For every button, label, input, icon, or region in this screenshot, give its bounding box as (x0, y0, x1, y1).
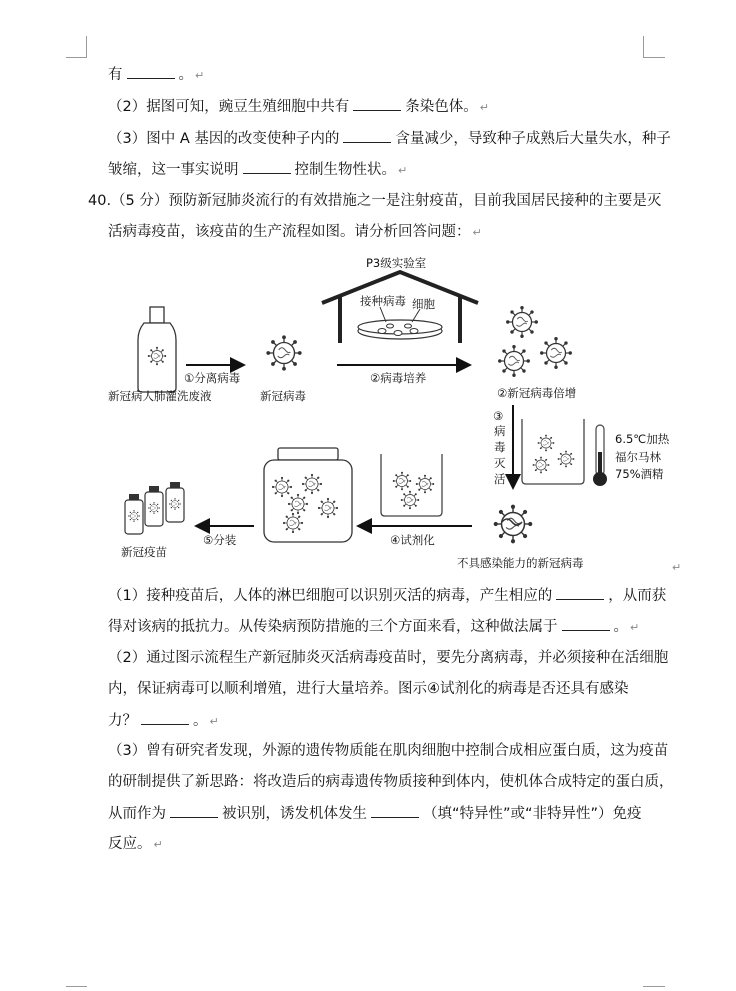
thermometer-icon (593, 425, 607, 486)
q40-part2-line3: 力？ 。 ↵ (108, 710, 219, 732)
q40-part2-line1: （2）通过图示流程生产新冠肺炎灭活病毒疫苗时，要先分离病毒，并必须接种在活细胞 (108, 650, 669, 666)
q40-part1-line2: 得对该病的抵抗力。从传染病预防措施的三个方面来看，这种做法属于 。 ↵ (108, 616, 639, 638)
vaccine-jar (264, 448, 352, 542)
answer-blank[interactable] (371, 803, 419, 818)
answer-blank[interactable] (170, 803, 218, 818)
vaccine-vials (125, 482, 184, 534)
q40-part2-line2: 内，保证病毒可以顺利增殖，进行大量培养。图示④试剂化的病毒是否还具有感染 (108, 681, 629, 697)
label-multiply: ②新冠病毒倍增 (497, 386, 577, 400)
q39-part2: （2）据图可知，豌豆生殖细胞中共有 条染色体。 ↵ (108, 96, 489, 118)
virus-icon (266, 335, 301, 370)
q40-intro-line1: 40.（5 分）预防新冠肺炎流行的有效措施之一是注射疫苗，目前我国居民接种的主要是灭 (88, 193, 662, 209)
label-temperature: 6.5℃加热 (615, 432, 670, 446)
label-step3-num: ③ (493, 409, 504, 423)
answer-blank[interactable] (562, 616, 610, 631)
label-step4: ④试剂化 (390, 533, 435, 547)
q40-part1-line1: （1）接种疫苗后，人体的淋巴细胞可以识别灭活的病毒，产生相应的 ，从而获 (108, 585, 666, 606)
lavage-bottle (138, 307, 176, 392)
label-step5: ⑤分装 (203, 533, 237, 547)
para-mark: ↵ (672, 561, 682, 574)
q40-part3-line3: 从而作为 被识别，诱发机体发生 （填“特异性”或“非特异性”）免疫 (108, 803, 642, 824)
label-step3-char: 灭 (494, 456, 506, 470)
answer-blank[interactable] (141, 710, 189, 725)
label-p3-lab: P3级实验室 (366, 256, 427, 270)
label-vaccine: 新冠疫苗 (121, 545, 167, 559)
reagent-beaker (381, 454, 442, 516)
q40-intro-line2: 活病毒疫苗，该疫苗的生产流程如图。请分析回答问题： ↵ (108, 224, 482, 240)
label-step3-char: 活 (494, 472, 506, 486)
label-alcohol: 75%酒精 (615, 467, 664, 481)
inactivated-virus (494, 505, 533, 544)
label-step3-char: 毒 (494, 440, 506, 454)
label-formalin: 福尔马林 (615, 450, 661, 464)
multiplied-viruses (498, 306, 572, 377)
label-lavage-fluid: 新冠病人肺灌洗废液 (108, 389, 212, 403)
q40-part3-line1: （3）曾有研究者发现，外源的遗传物质能在肌肉细胞中控制合成相应蛋白质，这为疫苗 (108, 743, 669, 759)
inactivation-beaker (522, 419, 584, 484)
label-inoculate-virus: 接种病毒 (360, 294, 406, 308)
label-virus: 新冠病毒 (260, 389, 306, 403)
q40-part3-line4: 反应。 ↵ (108, 836, 163, 852)
q39-line-a: 有 。 ↵ (108, 64, 204, 86)
label-step3-char: 病 (494, 424, 506, 438)
answer-blank[interactable] (556, 585, 604, 600)
label-non-infectious-virus: 不具感染能力的新冠病毒 (457, 556, 584, 570)
q39-part3-line1: （3）图中 A 基因的改变使种子内的 含量减少，导致种子成熟后大量失水，种子 (108, 128, 671, 149)
label-step2: ②病毒培养 (370, 371, 427, 385)
q40-part3-line2: 的研制提供了新思路：将改造后的病毒遗传物质接种到体内，使机体合成特定的蛋白质， (108, 774, 674, 790)
label-cell: 细胞 (412, 297, 435, 311)
q39-part3-line2: 皱缩，这一事实说明 控制生物性状。 ↵ (108, 159, 407, 181)
label-step1: ①分离病毒 (184, 371, 241, 385)
